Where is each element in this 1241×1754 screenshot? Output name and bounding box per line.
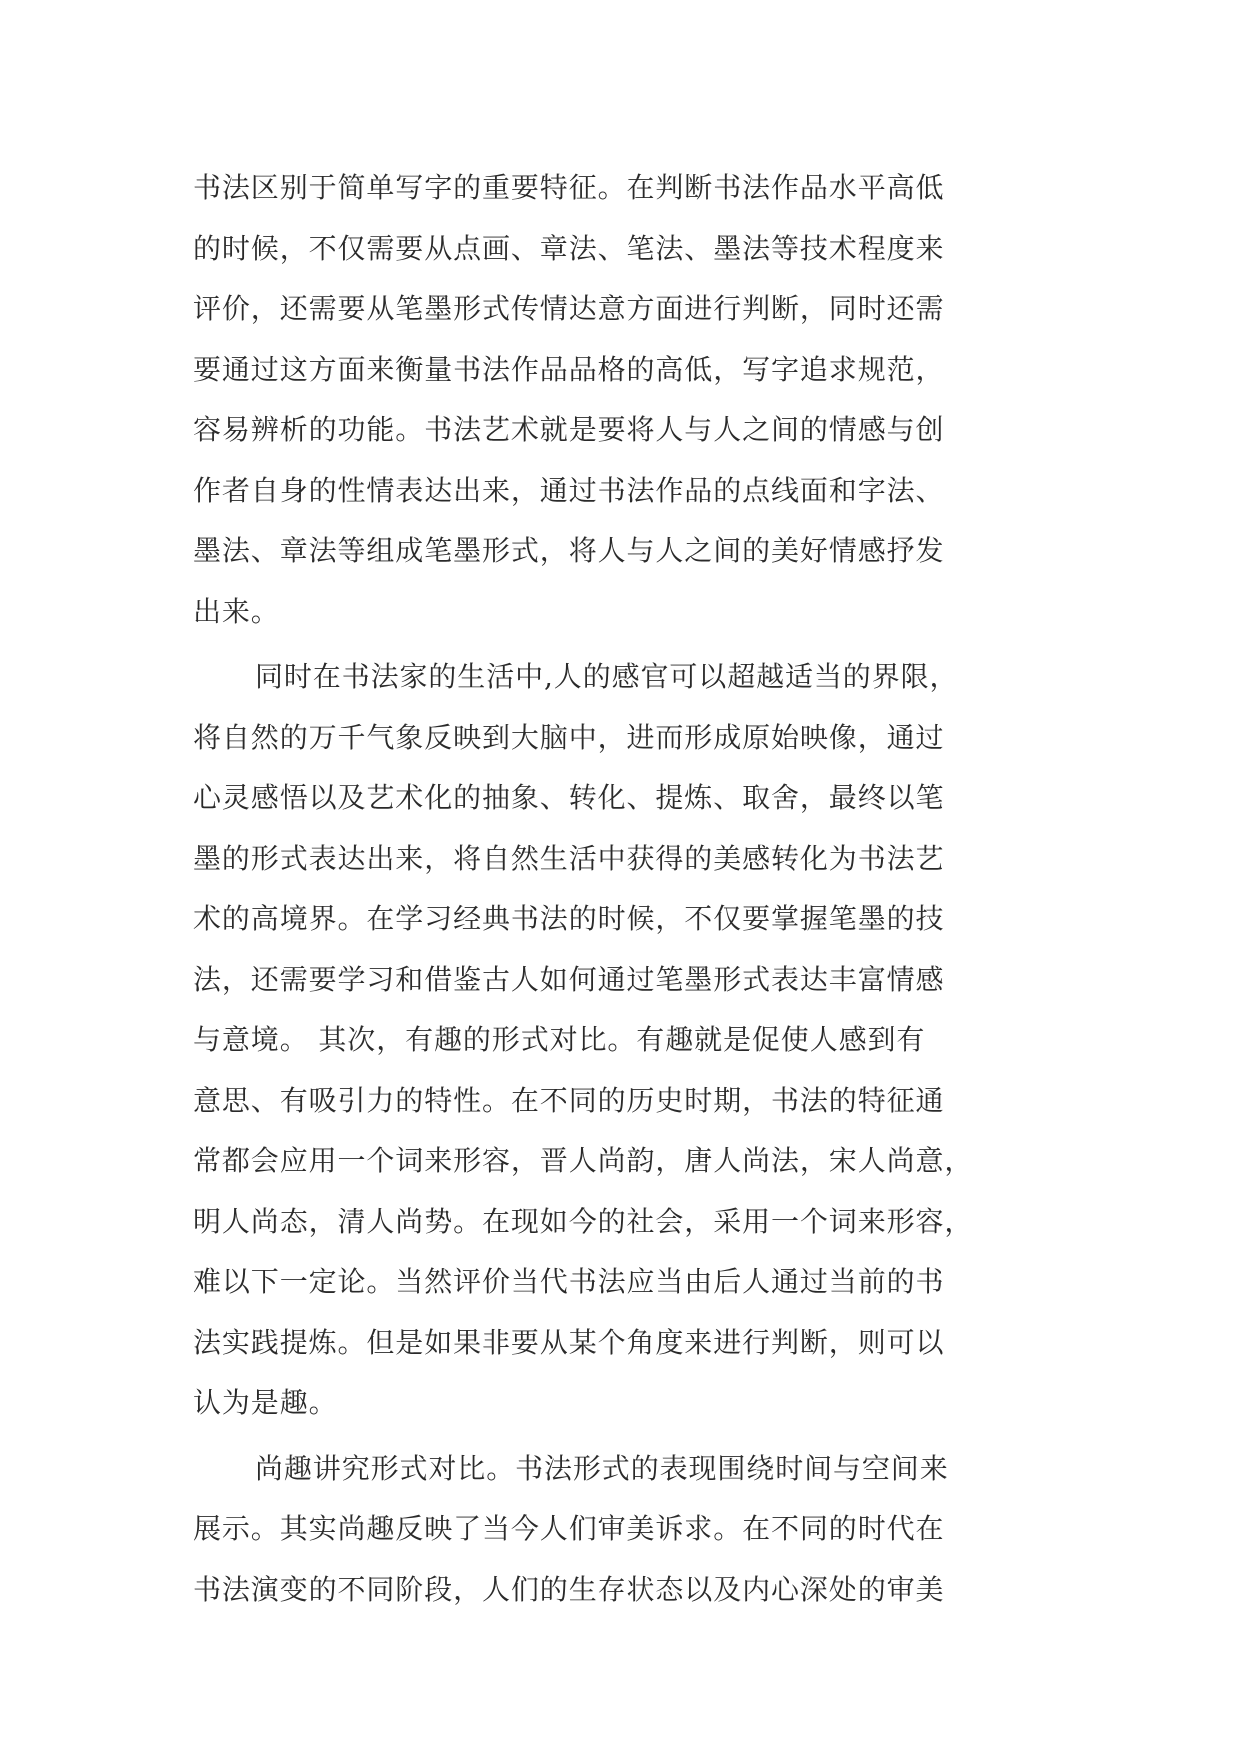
text-line: 评价，还需要从笔墨形式传情达意方面进行判断，同时还需	[193, 292, 945, 325]
text-line: 展示。其实尚趣反映了当今人们审美诉求。在不同的时代在	[193, 1512, 945, 1545]
text-line: 容易辨析的功能。书法艺术就是要将人与人之间的情感与创	[193, 413, 945, 446]
text-line: 尚趣讲究形式对比。书法形式的表现围绕时间与空间来	[255, 1451, 949, 1485]
text-line: 要通过这方面来衡量书法作品品格的高低，写字追求规范，	[193, 352, 945, 386]
text-line: 书法演变的不同阶段，人们的生存状态以及内心深处的审美	[193, 1572, 945, 1606]
text-line: 法，还需要学习和借鉴古人如何通过笔墨形式表达丰富情感	[193, 962, 945, 996]
text-line: 常都会应用一个词来形容，晋人尚韵，唐人尚法，宋人尚意，	[193, 1144, 974, 1177]
text-line: 同时在书法家的生活中,人的感官可以超越适当的界限，	[255, 660, 959, 693]
text-line: 作者自身的性情表达出来，通过书法作品的点线面和字法、	[193, 473, 945, 507]
text-line: 书法区别于简单写字的重要特征。在判断书法作品水平高低	[193, 171, 945, 204]
text-line: 难以下一定论。当然评价当代书法应当由后人通过当前的书	[193, 1265, 945, 1298]
body-text	[193, 158, 1063, 1620]
paragraph-3	[193, 1439, 1063, 1621]
text-line: 将自然的万千气象反映到大脑中，进而形成原始映像，通过	[193, 720, 945, 754]
text-line: 明人尚态，清人尚势。在现如今的社会，采用一个词来形容，	[193, 1204, 974, 1238]
text-line: 法实践提炼。但是如果非要从某个角度来进行判断，则可以	[193, 1325, 945, 1359]
text-line: 的时候，不仅需要从点画、章法、笔法、墨法等技术程度来	[193, 231, 945, 265]
text-line: 与意境。 其次，有趣的形式对比。有趣就是促使人感到有	[193, 1023, 926, 1056]
text-line: 术的高境界。在学习经典书法的时候，不仅要掌握笔墨的技	[193, 902, 945, 935]
text-line: 出来。	[193, 594, 280, 628]
text-line: 墨的形式表达出来，将自然生活中获得的美感转化为书法艺	[193, 841, 945, 875]
paragraph-1	[193, 158, 1063, 642]
text-line: 意思、有吸引力的特性。在不同的历史时期，书法的特征通	[193, 1083, 945, 1117]
paragraph-2	[193, 647, 1063, 1434]
text-line: 墨法、章法等组成笔墨形式，将人与人之间的美好情感抒发	[193, 534, 945, 567]
text-line: 心灵感悟以及艺术化的抽象、转化、提炼、取舍，最终以笔	[193, 781, 945, 814]
text-line: 认为是趣。	[193, 1386, 338, 1419]
